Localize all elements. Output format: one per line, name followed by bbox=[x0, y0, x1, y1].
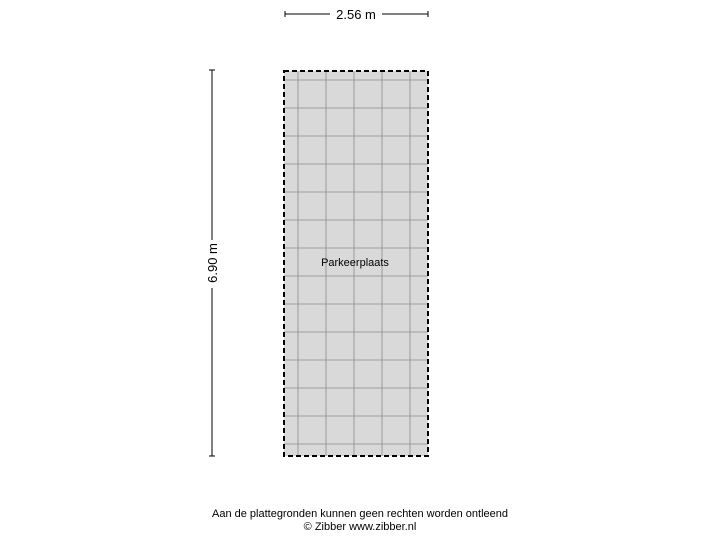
room-parkeerplaats bbox=[284, 71, 428, 456]
footer-disclaimer: Aan de plattegronden kunnen geen rechten worden ontleend bbox=[211, 508, 508, 520]
footer-copyright: © Zibber www.zibber.nl bbox=[303, 521, 417, 533]
width-dimension bbox=[285, 7, 428, 22]
height-dimension bbox=[205, 70, 220, 456]
room-label: Parkeerplaats bbox=[321, 257, 389, 269]
height-dimension-label: 6.90 m bbox=[205, 243, 220, 283]
width-dimension-label: 2.56 m bbox=[336, 7, 376, 22]
